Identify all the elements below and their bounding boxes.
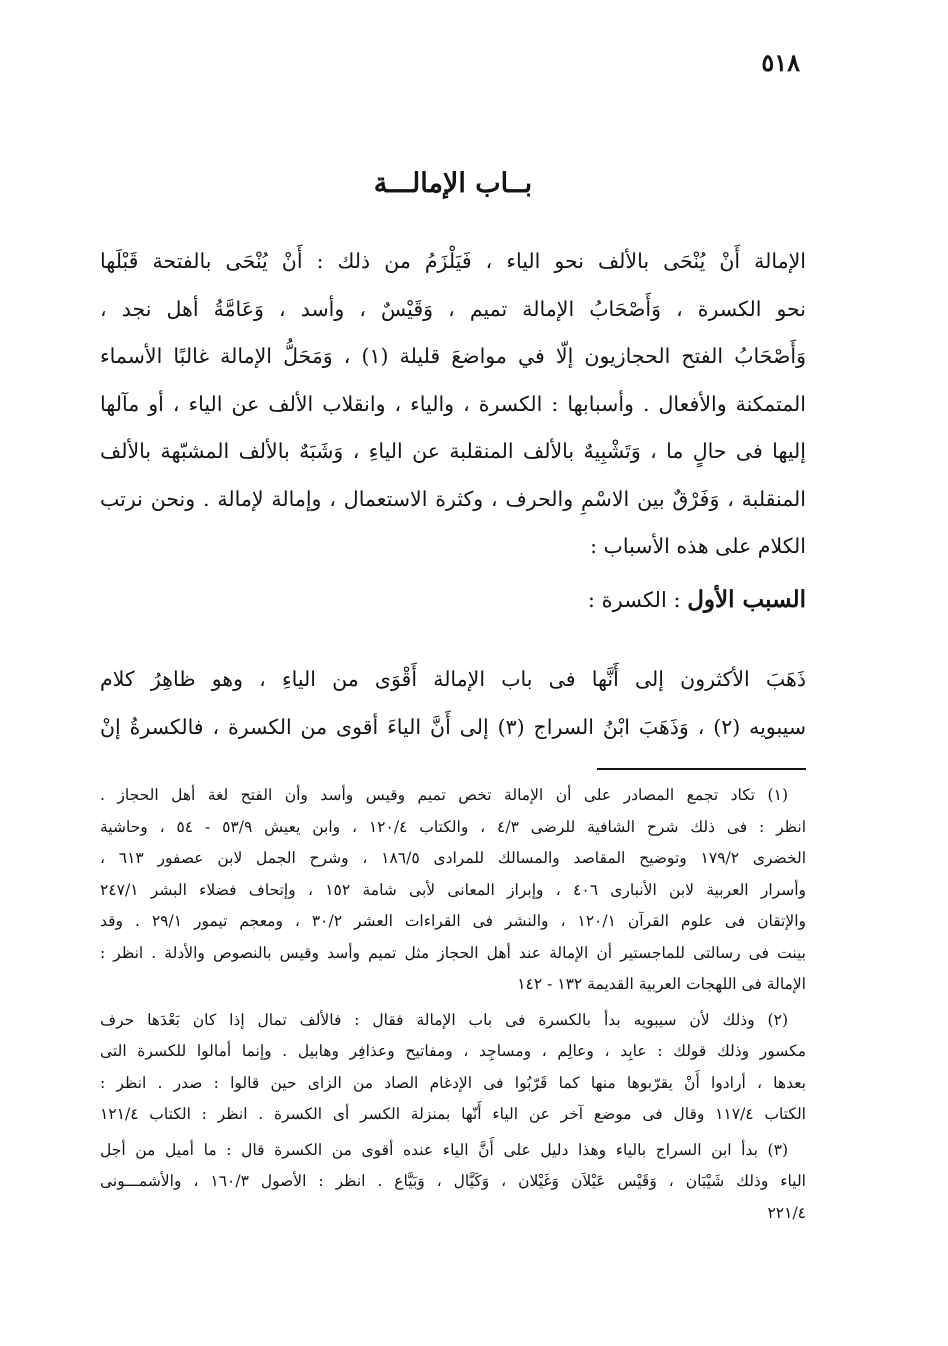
text-line: إليها فى حالٍ ما ، وَتَشْبِيهٌ بالألف المنقلبة عن الياءِ ، وَشَبَهٌ بالألف المشبّهة بالألف <box>100 439 806 463</box>
footnote-line: (٣) بدأ ابن السراج بالياء وهذا دليل على أَنَّ الياء عنده أقوى من الكسرة قال : ما أميل من أجل <box>100 1140 788 1159</box>
text-line: سيبويه (٢) ، وَذَهَبَ ابْنُ السراج (٣) إلى أَنَّ الياءَ أقوى من الكسرة ، فالكسرةُ إنْ <box>100 714 806 739</box>
cause-paragraph <box>100 656 806 751</box>
footnote-line: الياء وذلك شَيْبَان ، وَقَيْس عَيْلاَن وَغَيْلان ، وَكَيَّال ، وَبَيَّاع . انظر : الأصول ١٦٠/٣ ، والأشمـــونى <box>100 1172 806 1190</box>
footnote-line: الإمالة فى اللهجات العربية القديمة ١٣٢ - ١٤٢ <box>517 975 806 993</box>
footnote-line: مكسور وذلك قولك : عابِد ، وعالِم ، ومساجِد ، ومفاتيح وعذافِر وهابيل . وإنما أمالوا للكسرة التى <box>100 1042 806 1060</box>
footnote-3 <box>100 1135 806 1230</box>
intro-paragraph <box>100 238 806 571</box>
footnote-line: (٢) وذلك لأن سيبويه بدأ بالكسرة فى باب الإمالة فقال : فالألف تمال إذا كان بَعْدَها حرف <box>100 1010 788 1029</box>
chapter-title: بــاب الإمالـــة <box>373 168 533 199</box>
footnote-line: والإتقان فى علوم القرآن ١٢٠/١ ، والنشر فى القراءات العشر ٣٠/٢ ، ومعجم تيمور ٢٩/١ . وقد <box>100 912 806 930</box>
footnote-line: بينت فى رسالتى للماجستير أن الإمالة عند أهل الحجاز مثل تميم وأسد وقيس بالنصوص والأدلة . انظر : <box>100 943 806 962</box>
text-line: نحو الكسرة ، وَأَصْحَابُ الإمالة تميم ، وَقَيْسٌ ، وأسد ، وَعَامَّةُ أهل نجد ، <box>100 296 806 321</box>
footnote-divider <box>597 768 806 770</box>
footnote-line: بعدها ، أرادوا أَنْ يقرّبوها منها كما قَرّبُوا فى الإدغام الصاد من الزاى حين قالوا : صدر . انظر : <box>100 1073 806 1092</box>
section-title: : الكسرة : <box>587 588 681 612</box>
footnote-line: ٢٢١/٤ <box>767 1203 806 1222</box>
footnote-line: وأسرار العربية لابن الأنبارى ٤٠٦ ، وإبراز المعانى لأبى شامة ١٥٢ ، وإتحاف فضلاء البشر ٢٤٧/١ <box>100 880 806 899</box>
text-line: الكلام على هذه الأسباب : <box>590 534 806 558</box>
footnote-2 <box>100 1005 806 1131</box>
text-line: ذَهَبَ الأكثرون إلى أَنَّها فى باب الإمالة أَقْوَى من الياءِ ، وهو ظاهِرُ كلام <box>100 667 806 691</box>
text-line: وَأَصْحَابُ الفتح الحجازيون إلّا في مواضعَ قليلة (١) ، وَمَحَلُّ الإمالة غالبًا الأسماء <box>100 344 806 368</box>
text-line: الإمالة أَنْ يُنْحَى بالألف نحو الياء ، فَيَلْزَمُ من ذلك : أَنْ يُنْحَى بالفتحة قَبْلَها <box>100 249 806 273</box>
footnote-line: (١) تكاد تجمع المصادر على أن الإمالة تخص تميم وقيس وأسد وأن الفتح لغة أهل الحجاز . <box>100 786 788 804</box>
footnotes <box>100 780 806 1233</box>
text-line: المتمكنة والأفعال . وأسبابها : الكسرة ، والياء ، وانقلاب الألف عن الياء ، أو مآلها <box>100 391 806 416</box>
section-heading <box>100 586 806 613</box>
footnote-line: الخضرى ١٧٩/٢ وتوضيح المقاصد والمسالك للمرادى ١٨٦/٥ ، وشرح الجمل لابن عصفور ٦١٣ ، <box>100 849 806 867</box>
section-label: السبب الأول <box>687 586 806 613</box>
footnote-line: الكتاب ١١٧/٤ وقال فى موضع آخر عن الياء أَنّها بمنزلة الكسر أى الكسرة . انظر : الكتاب ١٢١/٤ <box>100 1105 806 1123</box>
text-line: المنقلبة ، وَفَرْقٌ بين الاسْمِ والحرف ، وكثرة الاستعمال ، وإمالة لإمالة . ونحن نرتب <box>100 486 806 511</box>
footnote-line: انظر : فى ذلك شرح الشافية للرضى ٤/٣ ، والكتاب ١٢٠/٤ ، وابن يعيش ٥٣/٩ - ٥٤ ، وحاشية <box>100 817 806 836</box>
footnote-1 <box>100 780 806 1001</box>
page-number: ٥١٨ <box>761 48 800 77</box>
